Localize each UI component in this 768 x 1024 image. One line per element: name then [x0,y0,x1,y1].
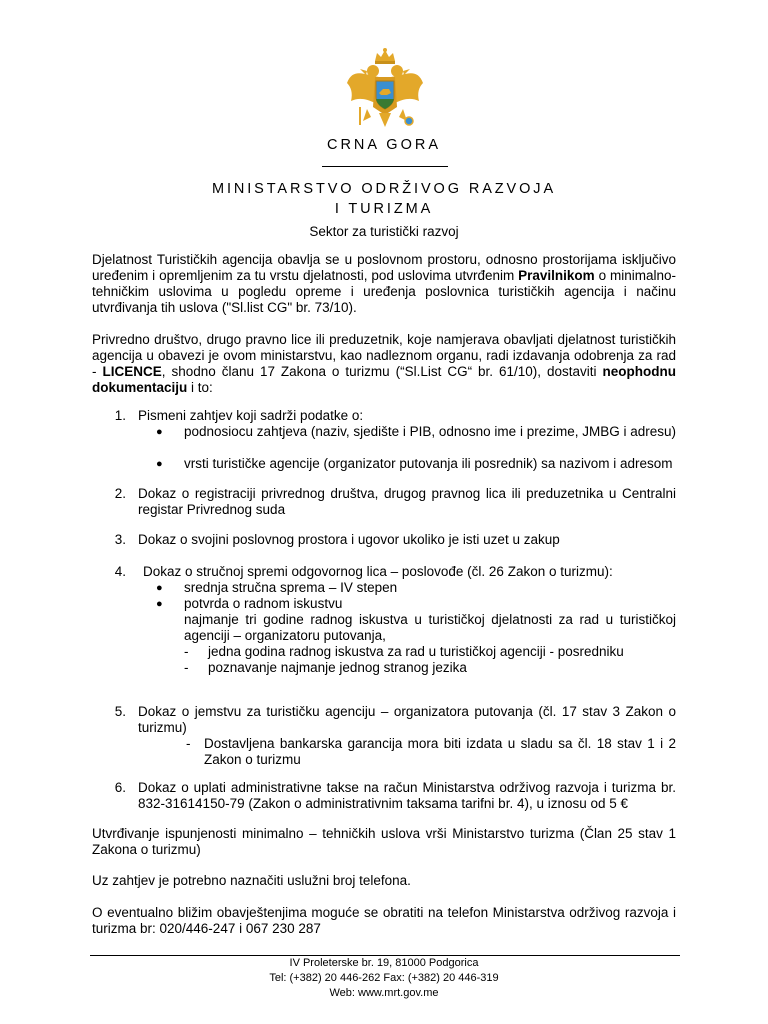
dash-marker: - [184,660,189,675]
req-bold-licence: LICENCE [102,364,162,379]
dash-text: Dostavljena bankarska garancija mora biti izdata u sladu sa čl. 18 stav 1 i 2 Zakon o turizmu [204,736,676,767]
list-item-text: Dokaz o jemstvu za turističku agenciju – organizatora putovanja (čl. 17 stav 3 Zakon o turizmu) [138,704,676,735]
list-item-text: Dokaz o svojini poslovnog prostora i ugovor ukoliko je isti uzet u zakup [138,532,560,547]
bullet-text: potvrda o radnom iskustvu [184,596,343,611]
list-number: 1. [114,408,126,423]
contact-paragraph: O eventualno bližim obavještenjima moguće se obratiti na telefon Ministarstva održivog razvoja i turizma br: 020/446-247 i 067 230 287 [92,905,676,936]
intro-bold-pravilnikom: Pravilnikom [518,268,595,283]
bullet-icon: ● [156,582,163,594]
document-list [92,408,676,828]
list-number: 4. [114,564,126,579]
ministry-title [0,179,768,219]
dash-marker: - [184,644,189,659]
list-number: 5. [114,704,126,719]
bullet-text: podnosiocu zahtjeva (naziv, sjedište i PIB, odnosno ime i prezime, JMBG i adresu) [184,424,676,439]
footer-website: Web: www.mrt.gov.me [329,987,439,999]
list-number: 6. [114,780,126,795]
dash-text: jedna godina radnog iskustva za rad u turističkoj agenciji - posredniku [208,644,624,659]
req-text-part1: Privredno društvo, drugo pravno lice ili preduzetnik, koje namjerava obavljati djelatnost turističkih agencija u obavezi je ovom ministarstvu, kao nadleznom organu, radi izdavanja odobrenja za rad - [92,332,676,379]
bullet-icon: ● [156,426,163,438]
bullet-text: vrsti turističke agencije (organizator putovanja ili posrednik) sa nazivom i adresom [184,456,673,471]
list-item-text: Dokaz o registraciji privrednog društva, drugog pravnog lica ili preduzetnika u Centralni registar Privrednog suda [138,486,676,517]
ministry-title-line2: I TURIZMA [334,201,434,217]
intro-text-part2: o minimalno-tehničkim uslovima u pogledu opreme i uređenja poslovnica turističkih agencija i načinu utvrđivanja tih uslova ("Sl.list CG" br. 73/10). [92,268,676,315]
intro-paragraph [92,252,676,316]
bullet-icon: ● [156,458,163,470]
bullet-continuation-text: najmanje tri godine radnog iskustva u turističkoj djelatnosti za rad u turističkoj agenciji – organizatoru putovanja, [184,612,676,643]
footer [0,956,768,1001]
country-name: CRNA GORA [326,137,441,153]
list-item-text: Dokaz o stručnoj spremi odgovornog lica – poslovođe (čl. 26 Zakon o turizmu): [143,564,613,579]
dash-marker: - [186,736,191,751]
req-text-part3: i to: [187,380,213,395]
list-item-text: Pismeni zahtjev koji sadrži podatke o: [138,408,364,423]
req-bold-documentation: neophodnu dokumentaciju [92,364,676,395]
list-number: 2. [114,486,126,501]
intro-text-part1: Djelatnost Turističkih agencija obavlja se u poslovnom prostoru, odnosno prostorijama isključivo uređenim i opremljenim za tu vrstu djelatnosti, pod uslovima utvrđenim [92,252,676,283]
requirements-paragraph [92,332,676,396]
sector-name: Sektor za turistički razvoj [309,224,459,239]
bullet-icon: ● [156,598,163,610]
bullet-text: srednja stručna sprema – IV stepen [184,580,398,595]
header-divider [322,166,448,167]
dash-text: poznavanje najmanje jednog stranog jezika [208,660,467,675]
list-number: 3. [114,532,126,547]
ministry-title-line1: MINISTARSTVO ODRŽIVOG RAZVOJA [211,181,557,197]
req-text-part2: , shodno članu 17 Zakona o turizmu (“Sl.List CG“ br. 61/10), dostaviti [161,364,603,379]
list-item-text: Dokaz o uplati administrativne takse na račun Ministarstva održivog razvoja i turizma br. 832-31614150-79 (Zakon o administrativnim taksama tarifni br. 4), u iznosu od 5 € [138,780,676,811]
footer-address: IV Proleterske br. 19, 81000 Podgorica [289,957,479,969]
footer-phone-fax: Tel: (+382) 20 446-262 Fax: (+382) 20 446-319 [269,972,499,984]
coat-of-arms-emblem [345,47,425,132]
inspection-paragraph: Utvrđivanje ispunjenosti minimalno – tehničkih uslova vrši Ministarstvo turizma (Član 25 stav 1 Zakona o turizmu) [92,826,676,857]
phone-note-paragraph: Uz zahtjev je potrebno naznačiti uslužni broj telefona. [92,873,411,888]
